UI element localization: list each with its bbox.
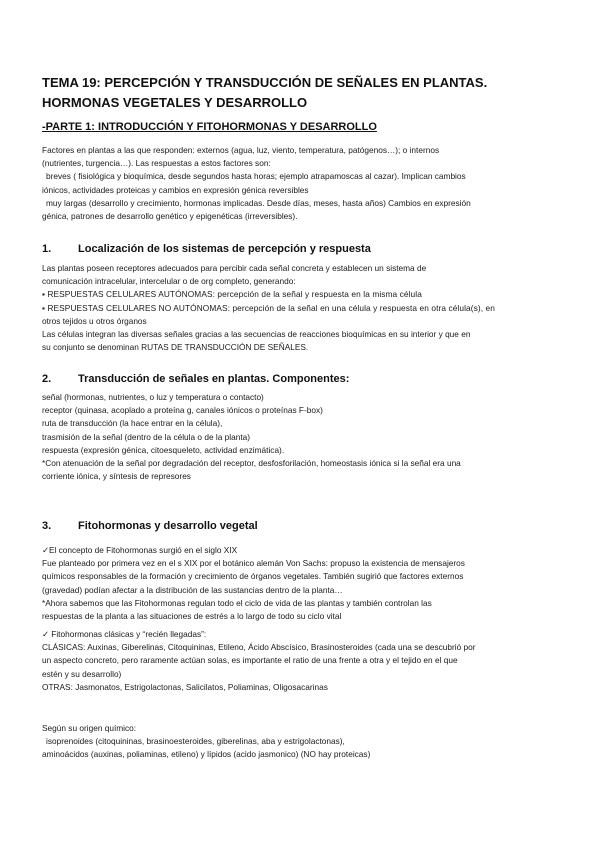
section-number: 2.: [42, 373, 52, 385]
text-line: ▪ RESPUESTAS CELULARES NO AUTÓNOMAS: percepción de la señal en una célula y respuesta en otra célula(s), en: [42, 302, 495, 313]
text-line: ✓ Fitohormonas clásicas y “recién llegadas”:: [42, 629, 207, 639]
chemical-origin: [42, 722, 560, 762]
section-title: Localización de los sistemas de percepción y respuesta: [78, 243, 371, 255]
text-line: Según su origen químico:: [42, 723, 137, 733]
text-line: *Con atenuación de la señal por degradación del receptor, desfosforilación, homeostasis iónica si la señal era una: [42, 458, 461, 469]
text-line: su conjunto se denominan RUTAS DE TRANSDUCCIÓN DE SEÑALES.: [42, 342, 309, 353]
text-line: CLÁSICAS: Auxinas, Giberelinas, Citoquininas, Etileno, Ácido Abscísico, Brasinosteroides (cada una se descubrió por: [42, 642, 476, 653]
text-line: Factores en plantas a las que responden: externos (agua, luz, viento, temperatura, patógenos…); o internos: [42, 145, 440, 155]
text-line: OTRAS: Jasmonatos, Estrigolactonas, Salicilatos, Poliaminas, Oligosacarinas: [42, 681, 328, 692]
section-2-body: [42, 391, 560, 483]
text-line: corriente iónica, y síntesis de represores: [42, 471, 191, 482]
text-line: Las plantas poseen receptores adecuados para percibir cada señal concreta y establecen un sistema de: [42, 263, 427, 273]
text-line: estén y su desarrollo): [42, 668, 122, 679]
text-line: ruta de transducción (la hace entrar en la célula),: [42, 418, 223, 429]
section-number: 3.: [42, 520, 52, 532]
text-line: ▪ RESPUESTAS CELULARES AUTÓNOMAS: percepción de la señal y respuesta en la misma célula: [42, 289, 422, 300]
section-heading-3: [42, 520, 562, 532]
text-line: *Ahora sabemos que las Fitohormonas regulan todo el ciclo de vida de las plantas y también controlan las: [42, 597, 432, 608]
text-line: trasmisión de la señal (dentro de la célula o de la planta): [42, 431, 251, 442]
text-line: Fue planteado por primera vez en el s XIX por el botánico alemán Von Sachs: propuso la existencia de mensajeros: [42, 558, 465, 569]
section-number: 1.: [42, 243, 52, 255]
text-line: otros tejidos u otros órganos: [42, 315, 147, 326]
text-line: un aspecto concreto, pero raramente actúan solas, es importante el ratio de una frente a otra y el tejido en el que: [42, 655, 458, 666]
text-line: químicos responsables de la formación y crecimiento de órganos vegetales. También sugirió que factores externos: [42, 571, 464, 582]
section-title: Transducción de señales en plantas. Componentes:: [78, 373, 350, 385]
text-line: iónicos, actividades proteicas y cambios en expresión génica reversibles: [42, 184, 309, 195]
text-line: aminoácidos (auxinas, poliaminas, etileno) y lípidos (acido jasmonico) (NO hay proteicas): [42, 749, 371, 760]
section-heading-1: [42, 243, 562, 255]
text-line: señal (hormonas, nutrientes, o luz y temperatura o contacto): [42, 392, 264, 402]
text-line: (nutrientes, turgencia…). Las respuestas a estos factores son:: [42, 158, 271, 169]
section-3-body: [42, 544, 560, 623]
section-1-body: [42, 262, 560, 354]
text-line: Las células integran las diversas señales gracias a las secuencias de reacciones bioquímicas en su interior y que en: [42, 329, 471, 340]
hormones-list: [42, 628, 560, 694]
text-line: génica, patrones de desarrollo genético y epigenéticas (irreversibles).: [42, 211, 298, 222]
text-line: comunicación intracelular, intercelular o de org completo, generando:: [42, 276, 296, 287]
text-line: ✓El concepto de Fitohormonas surgió en el siglo XIX: [42, 545, 238, 555]
text-line: respuesta (expresión génica, citoesqueleto, actividad enzimática).: [42, 444, 285, 455]
section-title: Fitohormonas y desarrollo vegetal: [78, 520, 258, 532]
section-heading-2: [42, 373, 562, 385]
text-line: (gravedad) podían afectar a la distribución de las sustancias dentro de la planta…: [42, 584, 343, 595]
document-title: TEMA 19: PERCEPCIÓN Y TRANSDUCCIÓN DE SEÑALES EN PLANTAS. HORMONAS VEGETALES Y DESARROLLO: [42, 75, 488, 110]
text-line: receptor (quinasa, acoplado a proteína g, canales iónicos o proteínas F-box): [42, 405, 323, 416]
text-line: breves ( fisiológica y bioquímica, desde segundos hasta horas; ejemplo atrapamoscas al cazar). Implican cambios: [46, 171, 466, 182]
text-line: respuestas de la planta a las situaciones de estrés a lo largo de todo su ciclo vital: [42, 611, 342, 622]
part-heading: -PARTE 1: INTRODUCCIÓN Y FITOHORMONAS Y DESARROLLO: [42, 121, 377, 133]
text-line: isoprenoides (citoquininas, brasinoesteroides, giberelinas, aba y estrigolactonas),: [46, 736, 345, 747]
intro-paragraph: [42, 144, 560, 223]
text-line: muy largas (desarrollo y crecimiento, hormonas implicadas. Desde días, meses, hasta años) Cambios en expresión: [46, 197, 471, 208]
